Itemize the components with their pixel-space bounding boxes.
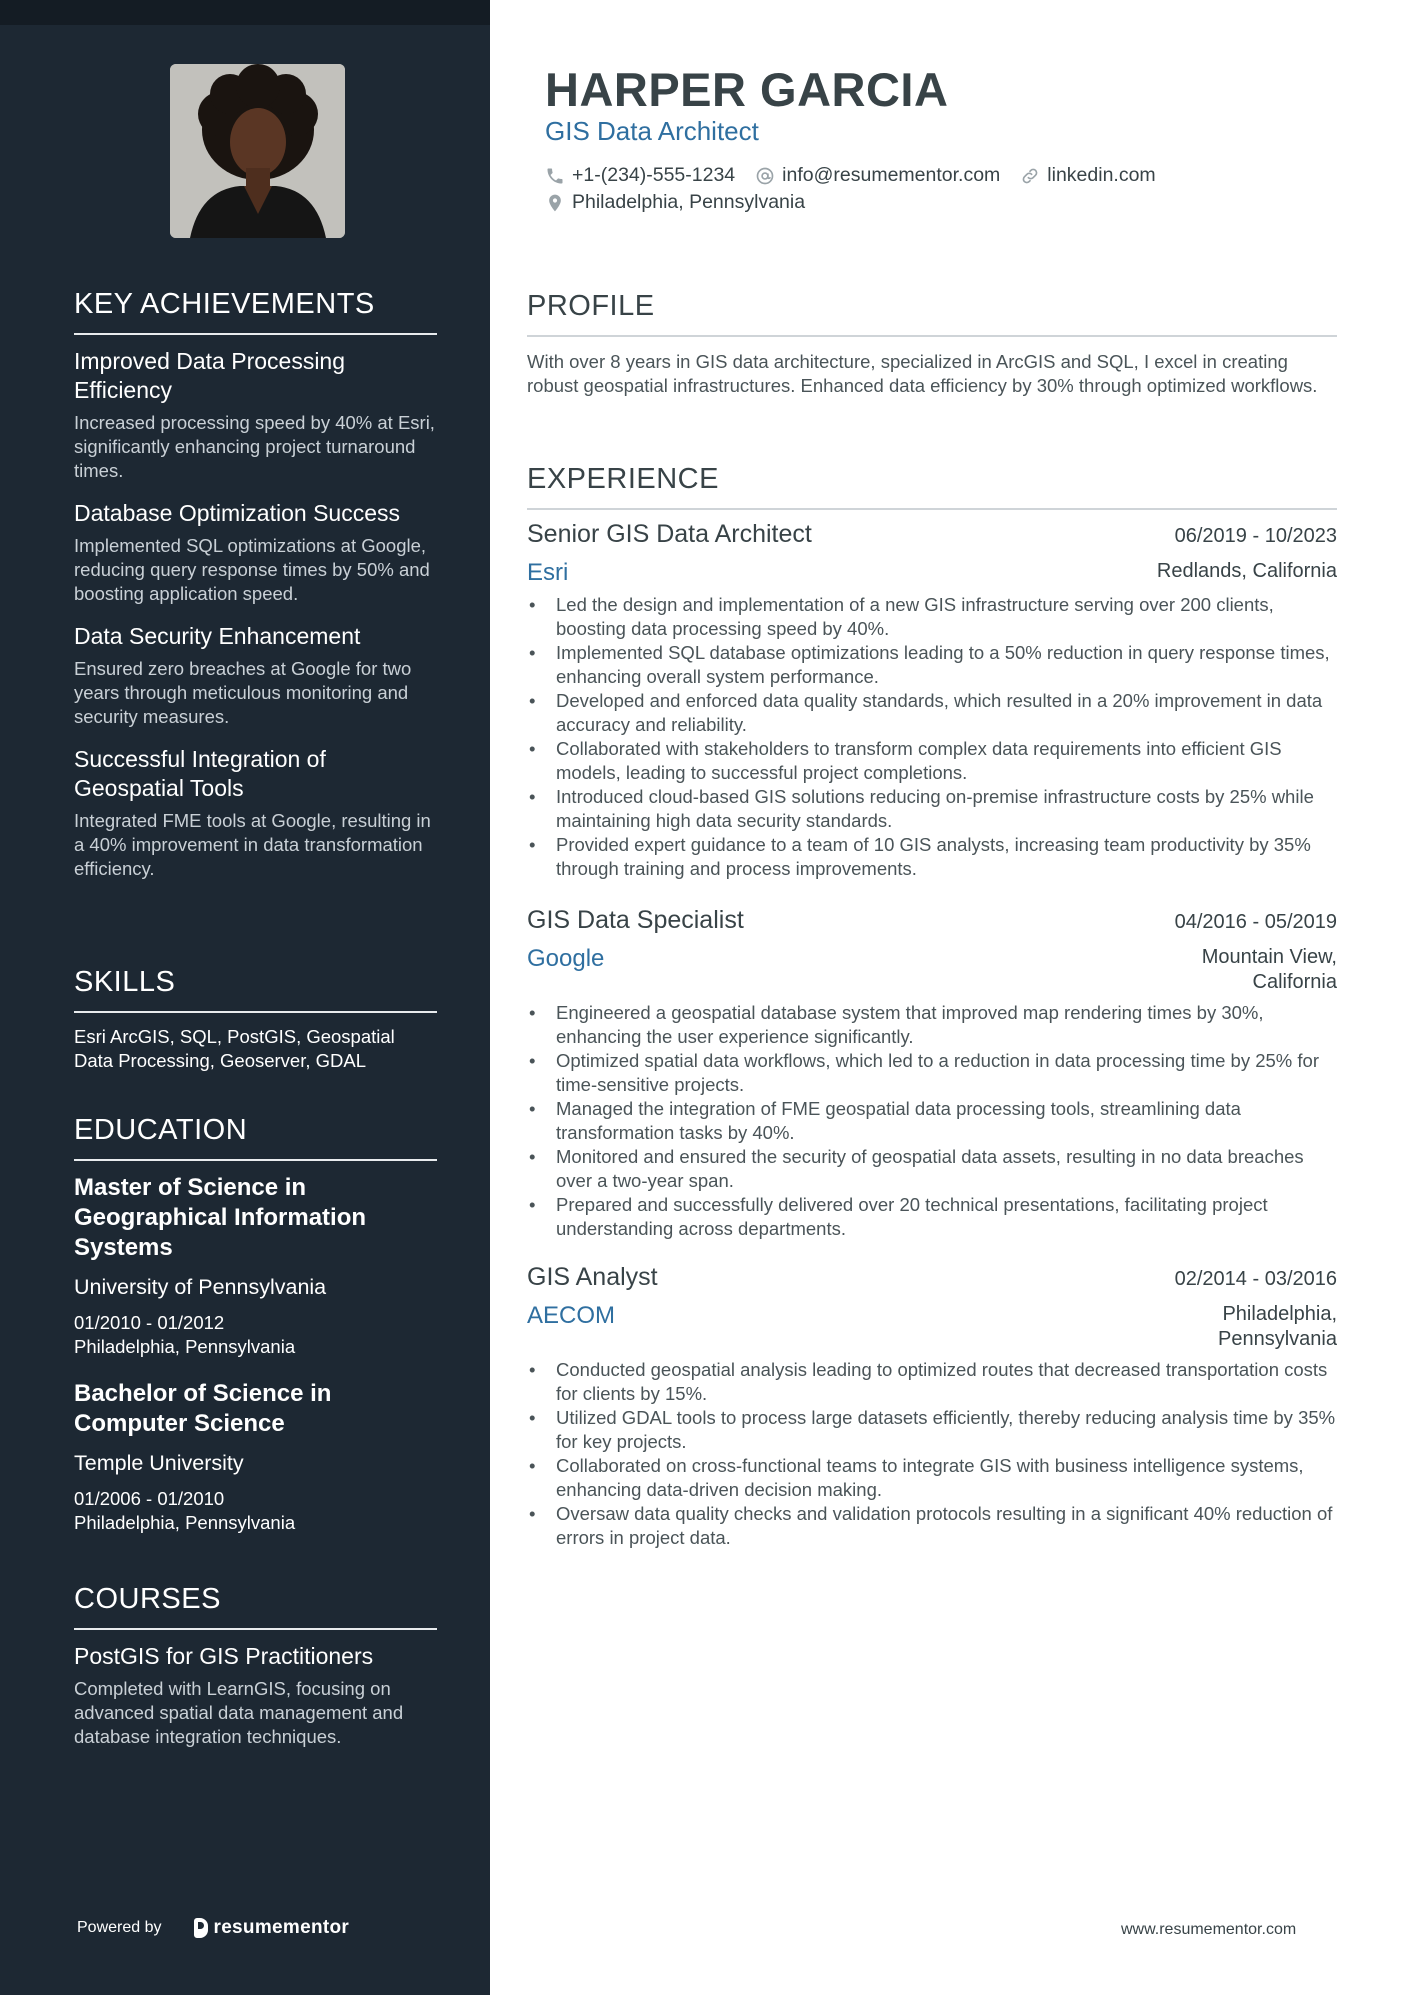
job-bullet: • Optimized spatial data workflows, which led to a reduction in data processing time by 25% for time-sensitive projects.	[527, 1049, 1337, 1097]
job-company: AECOM	[527, 1302, 616, 1329]
achievement-title: Improved Data Processing Efficiency	[74, 348, 346, 403]
contact-phone[interactable]	[545, 164, 735, 187]
contact-row	[545, 164, 1176, 187]
profile-heading: PROFILE	[527, 290, 1337, 337]
sidebar	[0, 0, 490, 1995]
education-meta	[74, 1487, 437, 1535]
achievement-item	[74, 499, 437, 606]
job-bullet: • Prepared and successfully delivered over 20 technical presentations, facilitating project understanding across departments.	[527, 1193, 1337, 1241]
resumementor-logo[interactable]	[194, 1917, 350, 1939]
location-pin-icon	[545, 193, 565, 213]
job-bullets	[527, 1358, 1337, 1550]
achievement-item	[74, 622, 437, 729]
courses-heading: COURSES	[74, 1583, 437, 1630]
job-location	[1202, 945, 1337, 995]
education-section	[74, 1114, 437, 1555]
job-bullets	[527, 1001, 1337, 1241]
achievement-item	[74, 745, 437, 881]
sidebar-top-bar	[0, 0, 490, 25]
achievement-item	[74, 347, 437, 483]
job-bullets	[527, 593, 1337, 881]
contact-row-2	[545, 191, 825, 214]
job-title: GIS Data Specialist	[527, 906, 744, 934]
at-icon	[755, 166, 775, 186]
skills-list: Esri ArcGIS, SQL, PostGIS, Geospatial Data Processing, Geoserver, GDAL	[74, 1026, 395, 1071]
linkedin-text: linkedin.com	[1047, 164, 1156, 186]
job-bullet: • Implemented SQL database optimizations leading to a 50% reduction in query response times, enhancing overall system performance.	[527, 641, 1337, 689]
link-icon	[1020, 166, 1040, 186]
powered-by	[77, 1917, 349, 1939]
job-dates: 06/2019 - 10/2023	[1174, 525, 1337, 547]
job-entry	[527, 906, 1337, 1241]
course-desc: Completed with LearnGIS, focusing on advanced spatial data management and database integration techniques.	[74, 1678, 404, 1747]
job-bullet: • Oversaw data quality checks and validation protocols resulting in a significant 40% reduction of errors in project data.	[527, 1502, 1337, 1550]
contact-email[interactable]	[755, 164, 1000, 187]
profile-photo-image	[170, 64, 345, 238]
resumementor-logo-icon	[194, 1918, 208, 1938]
achievements-section	[74, 288, 437, 897]
job-dates: 04/2016 - 05/2019	[1174, 911, 1337, 933]
job-entry	[527, 1263, 1337, 1550]
education-location: Philadelphia, Pennsylvania	[74, 1512, 296, 1533]
candidate-role: GIS Data Architect	[545, 116, 759, 146]
education-meta	[74, 1311, 437, 1359]
education-dates: 01/2006 - 01/2010	[74, 1488, 225, 1509]
job-location: Redlands, California	[1156, 560, 1337, 582]
education-dates: 01/2010 - 01/2012	[74, 1312, 225, 1333]
brand-name: resumementor	[213, 1917, 350, 1938]
job-bullet: • Developed and enforced data quality standards, which resulted in a 20% improvement in data accuracy and reliability.	[527, 689, 1337, 737]
education-item	[74, 1379, 437, 1535]
job-bullet: • Monitored and ensured the security of geospatial data assets, resulting in no data breaches over a two-year span.	[527, 1145, 1337, 1193]
phone-text: +1-(234)-555-1234	[572, 164, 736, 186]
job-bullet: • Utilized GDAL tools to process large datasets efficiently, thereby reducing analysis time by 35% for key projects.	[527, 1406, 1337, 1454]
job-company: Google	[527, 945, 605, 972]
achievement-desc: Implemented SQL optimizations at Google, reducing query response times by 50% and boosting application speed.	[74, 535, 430, 604]
skills-section	[74, 966, 437, 1073]
powered-by-label: Powered by	[77, 1919, 162, 1936]
skills-heading: SKILLS	[74, 966, 437, 1013]
job-title: GIS Analyst	[527, 1263, 658, 1291]
email-text: info@resumementor.com	[782, 164, 1001, 186]
profile-text: With over 8 years in GIS data architecture, specialized in ArcGIS and SQL, I excel in creating robust geospatial infrastructures. Enhanced data efficiency by 30% through optimized workflows.	[527, 351, 1318, 396]
job-bullet: • Managed the integration of FME geospatial data processing tools, streamlining data transformation tasks by 40%.	[527, 1097, 1337, 1145]
education-heading: EDUCATION	[74, 1114, 437, 1161]
job-title: Senior GIS Data Architect	[527, 520, 812, 548]
achievement-desc: Integrated FME tools at Google, resulting in a 40% improvement in data transformation efficiency.	[74, 810, 431, 879]
job-entry	[527, 520, 1337, 881]
phone-icon	[545, 166, 565, 186]
achievements-heading: KEY ACHIEVEMENTS	[74, 288, 437, 335]
candidate-name: HARPER GARCIA	[545, 63, 949, 116]
achievement-desc: Ensured zero breaches at Google for two years through meticulous monitoring and security measures.	[74, 658, 412, 727]
achievement-title: Database Optimization Success	[74, 500, 400, 526]
job-bullet: • Provided expert guidance to a team of 10 GIS analysts, increasing team productivity by 35% through training and process improvements.	[527, 833, 1337, 881]
contact-linkedin[interactable]	[1020, 164, 1155, 187]
job-location-line: Pennsylvania	[1218, 1328, 1337, 1350]
experience-heading: EXPERIENCE	[527, 463, 1337, 510]
job-location-line: California	[1252, 971, 1337, 993]
website-link[interactable]: www.resumementor.com	[1121, 1921, 1297, 1938]
job-location-line: Mountain View,	[1201, 946, 1337, 968]
courses-section	[74, 1583, 437, 1765]
job-bullet: • Led the design and implementation of a new GIS infrastructure serving over 200 clients, boosting data processing speed by 40%.	[527, 593, 1337, 641]
job-bullet: • Collaborated on cross-functional teams to integrate GIS with business intelligence systems, enhancing data-driven decision making.	[527, 1454, 1337, 1502]
job-bullet: • Conducted geospatial analysis leading to optimized routes that decreased transportation costs for clients by 15%.	[527, 1358, 1337, 1406]
job-dates: 02/2014 - 03/2016	[1174, 1268, 1337, 1290]
job-company: Esri	[527, 559, 569, 586]
education-school: University of Pennsylvania	[74, 1275, 327, 1299]
education-degree: Bachelor of Science in Computer Science	[74, 1380, 332, 1437]
course-item	[74, 1642, 437, 1749]
location-text: Philadelphia, Pennsylvania	[572, 191, 806, 213]
course-title: PostGIS for GIS Practitioners	[74, 1643, 374, 1669]
job-bullet: • Collaborated with stakeholders to transform complex data requirements into efficient GIS models, leading to successful project completions.	[527, 737, 1337, 785]
education-item	[74, 1173, 437, 1359]
education-location: Philadelphia, Pennsylvania	[74, 1336, 296, 1357]
achievement-desc: Increased processing speed by 40% at Esri, significantly enhancing project turnaround times.	[74, 412, 435, 481]
job-bullet: • Introduced cloud-based GIS solutions reducing on-premise infrastructure costs by 25% while maintaining high data security standards.	[527, 785, 1337, 833]
job-location	[1218, 1302, 1337, 1352]
job-bullet: • Engineered a geospatial database system that improved map rendering times by 30%, enhancing the user experience significantly.	[527, 1001, 1337, 1049]
achievement-title: Successful Integration of Geospatial Tools	[74, 746, 326, 801]
job-location-line: Philadelphia,	[1222, 1303, 1337, 1325]
education-degree: Master of Science in Geographical Information Systems	[74, 1174, 367, 1261]
profile-photo	[170, 64, 345, 238]
achievement-title: Data Security Enhancement	[74, 623, 361, 649]
education-school: Temple University	[74, 1451, 244, 1475]
contact-location	[545, 191, 805, 214]
